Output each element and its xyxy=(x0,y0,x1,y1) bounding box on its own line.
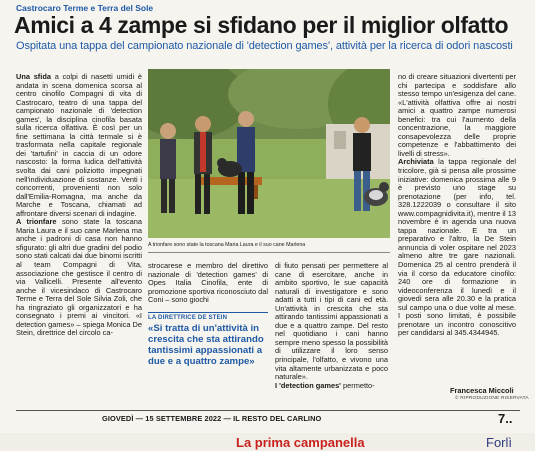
paragraph-lead: I 'detection games' xyxy=(275,380,341,390)
paragraph-text: permetto- xyxy=(340,380,375,390)
section-label: Castrocaro Terme e Terra del Sole xyxy=(16,3,154,13)
pull-quote-text: «Si tratta di un'attività in crescita che sta attirando tantissimi appassionati a due e a quattro zampe» xyxy=(148,323,264,367)
article-column-4 xyxy=(398,73,516,408)
pull-quote-label: LA DIRETTRICE DE STEIN xyxy=(148,312,268,321)
photo-illustration xyxy=(148,69,390,238)
article-column-1 xyxy=(16,73,142,408)
paragraph-text: no di creare situazioni divertenti per chi partecipa e soddisfare allo stesso tempo un'esigenza del cane. «L'attività olfattiva offre ai nostri amici a quattro zampe numerosi benefici: tra cui l'aumento della concentrazione, la maggiore consapevolezza delle proprie competenze e l'abbattimento dei livelli di stress». xyxy=(398,73,516,158)
paragraph xyxy=(16,218,142,338)
paragraph-text: a colpi di nasetti umidi è andata in scena domenica scorsa al centro cinofilo Compagni di vita di Castrocaro, teatro di una tappa del campionato nazionale di 'detection games', la disciplina cinofila basata sulla ricerca olfattiva. È così per un fine settimana la città termale si è trasformata nella capitale regionale dei 'tartufini' in caccia di un odore nascosto: la forma ludica dell'attività svolta dai cani poliziotto impegnati nell'individuazione di sostanze. Venti i concorrenti, provenienti non solo dall'Emilia-Romagna, ma anche da Marche e Toscana, chiamati ad affrontare diversi scenari di indagine. xyxy=(16,73,142,218)
paragraph-text: la tappa regionale del tricolore, già si pensa alle prossime iniziative: domenica prossima alle 9 è previsto uno stage su prenotazione (per info, tel. 328.1222039 o consultare il sito www.compagnidivita.it), mentre il 13 novembre è in agenda una nuova tappa nazionale. E tra un preparativo e l'altro, la De Stein annuncia di voler ospitare nel 2023 almeno altre tre gare nazionali. Domenica 25 al centro prenderà il via il corso da educatore cinofilo: 240 ore di formazione in videoconferenza il lunedì e il giovedì sera alle 20.30 e la pratica sul campo una o due volte al mese. I posti sono limitati, è possibile prenotare un incontro conoscitivo per candidarsi al 345.4344945. xyxy=(398,157,516,338)
headline: Amici a 4 zampe si sfidano per il miglior olfatto xyxy=(14,12,509,38)
paragraph-lead: Una sfida xyxy=(16,73,51,81)
next-page-headline: La prima campanella xyxy=(236,435,365,450)
paragraph xyxy=(275,382,388,391)
author-signature: Francesca Miccoli xyxy=(450,386,514,395)
page-number: 7.. xyxy=(498,411,513,426)
rights-notice: © RIPRODUZIONE RISERVATA xyxy=(455,396,529,401)
page-footer: GIOVEDÌ — 15 SETTEMBRE 2022 — IL RESTO DEL CARLINO xyxy=(102,414,322,423)
divider xyxy=(148,252,390,253)
article-column-2: strocarese e membro del direttivo nazionale di 'detection games' di Opes Italia Cinofila, ente di promozione sportiva riconosciuto dal Coni – sono giochi xyxy=(148,261,268,305)
article-photo xyxy=(148,69,390,238)
paragraph xyxy=(16,73,142,218)
paragraph-lead: A trionfare xyxy=(16,217,57,227)
photo-caption: A trionfare sono state la toscana Maria Laura e il suo cane Marlena xyxy=(148,242,306,248)
article-column-3 xyxy=(275,262,388,390)
paragraph-text: di fiuto pensati per permettere al cane di esercitare, anche in ambito sportivo, le sue capacità naturali di investigatore e sono adatti a tutti i tipi di cani ed età. Un'attività in crescita che sta attirando tantissimi appassionati a due e a quattro zampe. Del resto nel quotidiano i cani hanno sempre meno spesso la possibilità di utilizzare il loro senso principale, l'olfatto, e vivono una vita altamente urbanizzata e poco naturale». xyxy=(275,261,388,382)
paragraph-text: sono state la toscana Maria Laura e il suo cane Marlena ma anche i padroni di casa non hanno sfigurato: gli altri due gradini del podio sono stati calcati dai due binomi iscritti al team Compagni di Vita, associazione che gestisce il centro di via Vallicelli. Presente all'evento anche il vicesindaco di Castrocaro Terme e Terra del Sole Silvia Zoli, che ha ringraziato gli organizzatori e ha consegnato i premi ai vincitori. «I detection games» – spiega Monica De Stein, direttrice del circolo ca- xyxy=(16,217,142,338)
paragraph-lead: Archiviata xyxy=(398,157,434,167)
divider xyxy=(16,410,520,411)
paragraph xyxy=(398,158,516,337)
pull-quote xyxy=(148,312,268,367)
subheadline: Ospitata una tappa del campionato nazionale di 'detection games', attività per la ricerca di odori nascosti xyxy=(16,40,513,52)
next-page-section: Forlì xyxy=(486,435,512,450)
